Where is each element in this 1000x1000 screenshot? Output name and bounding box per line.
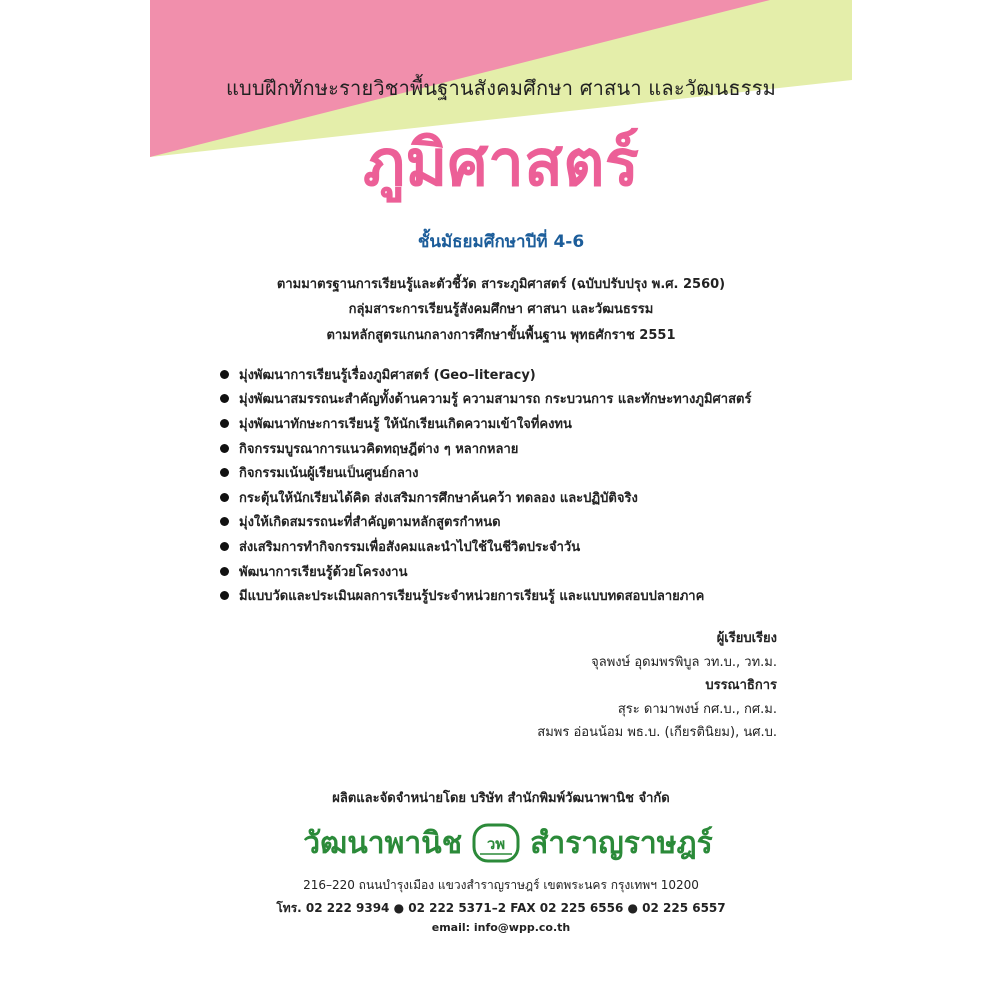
feature-item <box>220 559 840 584</box>
bullet-icon <box>220 444 229 453</box>
logo-word-right: สำราญราษฎร์ <box>530 825 713 861</box>
subtitle-standard: ตามมาตรฐานการเรียนรู้และตัวชี้วัด สาระภูมิศาสตร์ (ฉบับปรับปรุง พ.ศ. 2560) <box>276 277 726 292</box>
feature-item <box>220 534 840 559</box>
feature-item <box>220 583 840 608</box>
bullet-icon <box>220 419 229 428</box>
bullet-icon <box>220 468 229 477</box>
feature-text: กระตุ้นให้นักเรียนได้คิด ส่งเสริมการศึกษาค้นคว้า ทดลอง และปฏิบัติจริง <box>239 490 638 506</box>
feature-item <box>220 436 840 461</box>
series-title: แบบฝึกทักษะรายวิชาพื้นฐานสังคมศึกษา ศาสนา และวัฒนธรรม <box>225 76 777 100</box>
feature-text: มุ่งพัฒนาทักษะการเรียนรู้ ให้นักเรียนเกิดความเข้าใจที่คงทน <box>239 416 572 432</box>
feature-item <box>220 460 840 485</box>
bullet-icon <box>220 394 229 403</box>
bullet-icon <box>220 370 229 379</box>
subtitle-learning-area: กลุ่มสาระการเรียนรู้สังคมศึกษา ศาสนา และวัฒนธรรม <box>348 302 654 317</box>
editor-name: สุระ ดามาพงษ์ กศ.บ., กศ.ม. <box>617 701 777 717</box>
feature-text: มุ่งพัฒนาสมรรถนะสำคัญทั้งด้านความรู้ ความสามารถ กระบวนการ และทักษะทางภูมิศาสตร์ <box>239 392 752 408</box>
logo-word-left: วัฒนาพานิช <box>303 825 463 861</box>
author-role: ผู้เรียบเรียง <box>716 631 777 646</box>
producer-line: ผลิตและจัดจำหน่ายโดย บริษัท สำนักพิมพ์วัฒนาพานิช จำกัด <box>332 791 670 806</box>
feature-list <box>220 362 840 608</box>
publisher-email: email: info@wpp.co.th <box>431 921 571 934</box>
feature-text: มีแบบวัดและประเมินผลการเรียนรู้ประจำหน่วยการเรียนรู้ และแบบทดสอบปลายภาค <box>239 589 705 605</box>
feature-text: พัฒนาการเรียนรู้ด้วยโครงงาน <box>239 564 408 580</box>
feature-item <box>220 510 840 535</box>
feature-item <box>220 362 840 387</box>
subtitle-curriculum: ตามหลักสูตรแกนกลางการศึกษาขั้นพื้นฐาน พุทธศักราช 2551 <box>326 328 676 343</box>
feature-text: ส่งเสริมการทำกิจกรรมเพื่อสังคมและนำไปใช้ในชีวิตประจำวัน <box>239 539 581 555</box>
bullet-icon <box>220 567 229 576</box>
feature-item <box>220 387 840 412</box>
credits-block <box>537 627 777 745</box>
feature-text: กิจกรรมเน้นผู้เรียนเป็นศูนย์กลาง <box>239 466 419 482</box>
publisher-emblem-icon <box>472 823 520 863</box>
grade-level: ชั้นมัธยมศึกษาปีที่ 4-6 <box>417 232 585 252</box>
publisher-phone: โทร. 02 222 9394 ● 02 222 5371–2 FAX 02 225 6556 ● 02 225 6557 <box>276 901 726 915</box>
feature-text: กิจกรรมบูรณาการแนวคิดทฤษฎีต่าง ๆ หลากหลาย <box>239 441 519 457</box>
feature-text: มุ่งพัฒนาการเรียนรู้เรื่องภูมิศาสตร์ (Geo–literacy) <box>239 367 536 383</box>
editor-role: บรรณาธิการ <box>705 678 777 693</box>
bullet-icon <box>220 517 229 526</box>
publisher-logo <box>298 820 718 866</box>
book-title: ภูมิศาสตร์ <box>363 127 639 201</box>
bullet-icon <box>220 591 229 600</box>
editor-name: สมพร อ่อนน้อม พธ.บ. (เกียรตินิยม), นศ.บ. <box>537 725 777 740</box>
bullet-icon <box>220 542 229 551</box>
bullet-icon <box>220 493 229 502</box>
emblem-graphic <box>472 823 520 863</box>
feature-item <box>220 411 840 436</box>
emblem-text: วพ <box>486 835 506 853</box>
author-name: จุลพงษ์ อุดมพรพิบูล วท.บ., วท.ม. <box>591 654 777 670</box>
publisher-address: 216–220 ถนนบำรุงเมือง แขวงสำราญราษฎร์ เขตพระนคร กรุงเทพฯ 10200 <box>303 878 699 892</box>
book-cover <box>150 0 852 1000</box>
feature-text: มุ่งให้เกิดสมรรถนะที่สำคัญตามหลักสูตรกำหนด <box>239 515 501 531</box>
feature-item <box>220 485 840 510</box>
